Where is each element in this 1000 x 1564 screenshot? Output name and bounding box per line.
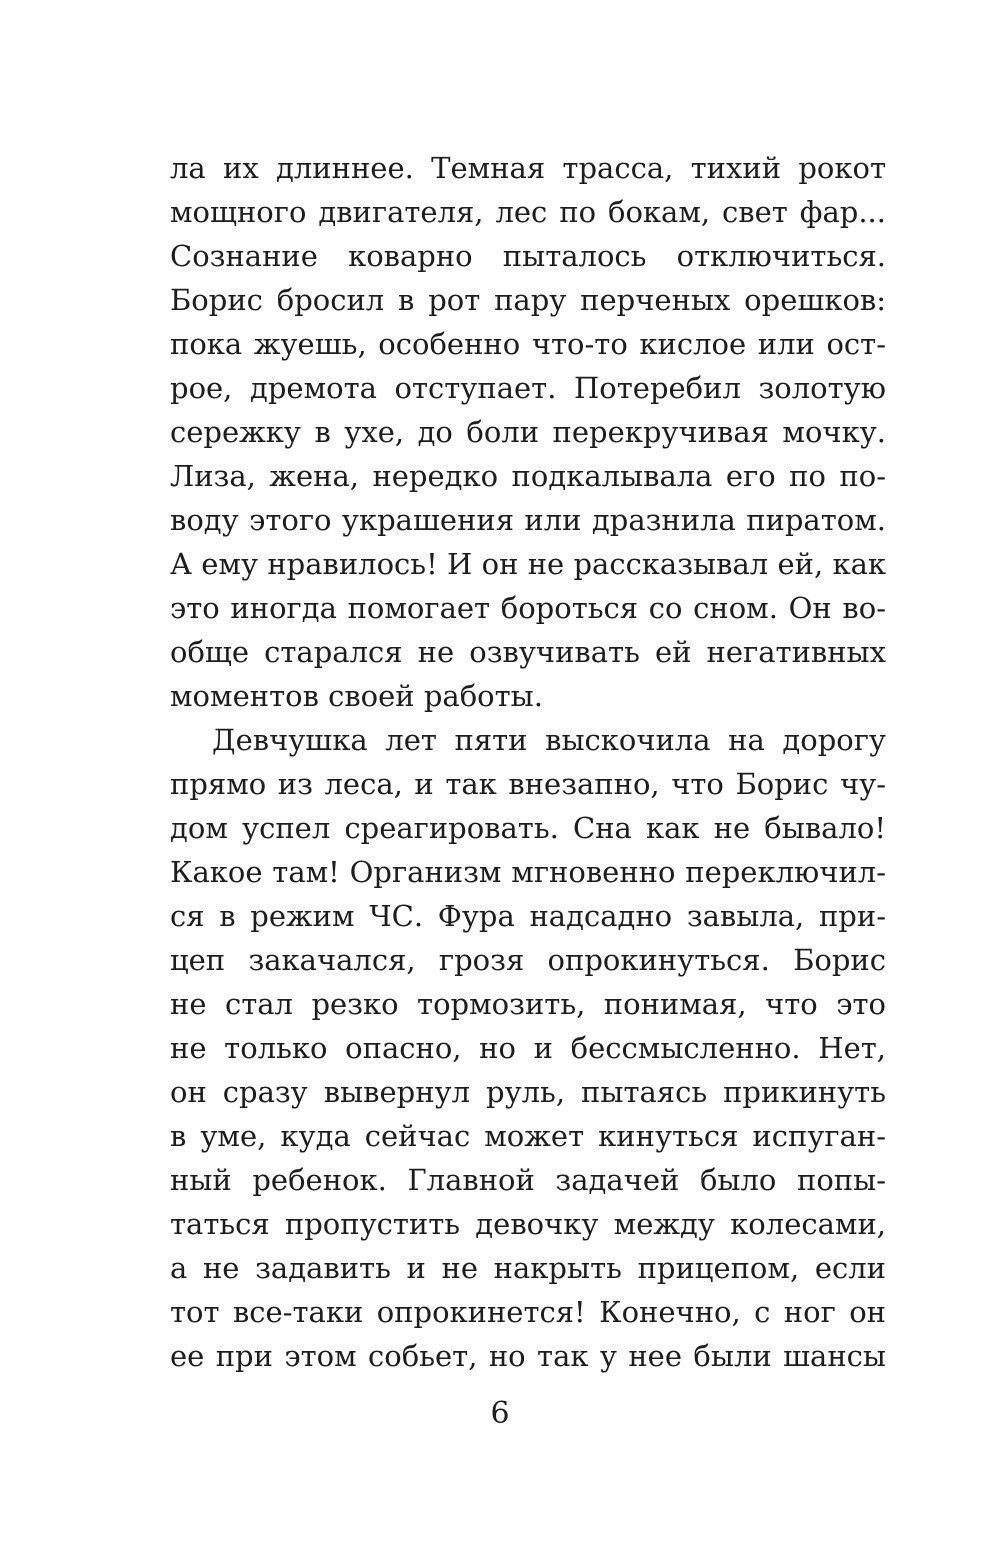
text-line: ся в режим ЧС. Фура надсадно завыла, при-: [170, 899, 886, 933]
text-line: ее при этом собьет, но так у нее были шансы: [170, 1339, 886, 1373]
text-line: не только опасно, но и бессмысленно. Нет,: [170, 1031, 886, 1065]
text-line: Девчушка лет пяти выскочила на дорогу: [212, 723, 886, 757]
text-line: Сознание коварно пыталось отключиться.: [170, 239, 886, 273]
text-line: Лиза, жена, нередко подкалывала его по по-: [170, 459, 886, 493]
text-line: воду этого украшения или дразнила пиратом.: [170, 503, 886, 537]
text-line: прямо из леса, и так внезапно, что Борис чу-: [170, 767, 886, 801]
text-line: ный ребенок. Главной задачей было попы-: [170, 1163, 886, 1197]
text-line: мощного двигателя, лес по бокам, свет фар...: [170, 195, 886, 229]
text-line: А ему нравилось! И он не рассказывал ей, как: [170, 547, 886, 581]
page-number: 6: [490, 1396, 510, 1431]
text-line: рое, дремота отступает. Потеребил золотую: [170, 371, 886, 405]
body-text: [170, 146, 886, 1378]
text-line: сережку в ухе, до боли перекручивая мочку.: [170, 415, 886, 449]
text-line: тот все-таки опрокинется! Конечно, с ног он: [170, 1295, 886, 1329]
text-line: дом успел среагировать. Сна как не бывало!: [170, 811, 886, 845]
text-line: Борис бросил в рот пару перченых орешков:: [170, 283, 886, 317]
text-line: моментов своей работы.: [170, 679, 543, 713]
text-line: таться пропустить девочку между колесами,: [170, 1207, 886, 1241]
text-line: в уме, куда сейчас может кинуться испуган-: [170, 1119, 886, 1153]
text-line: не стал резко тормозить, понимая, что это: [170, 987, 886, 1021]
paragraph: [170, 146, 886, 718]
text-line: ла их длиннее. Темная трасса, тихий рокот: [170, 151, 886, 185]
text-line: цеп закачался, грозя опрокинуться. Борис: [170, 943, 886, 977]
text-line: Какое там! Организм мгновенно переключил-: [170, 855, 886, 889]
paragraph: [170, 718, 886, 1378]
text-line: обще старался не озвучивать ей негативных: [170, 635, 886, 669]
text-line: а не задавить и не накрыть прицепом, если: [170, 1251, 886, 1285]
text-line: пока жуешь, особенно что-то кислое или ост-: [170, 327, 886, 361]
text-line: это иногда помогает бороться со сном. Он во-: [170, 591, 886, 625]
text-line: он сразу вывернул руль, пытаясь прикинуть: [170, 1075, 886, 1109]
